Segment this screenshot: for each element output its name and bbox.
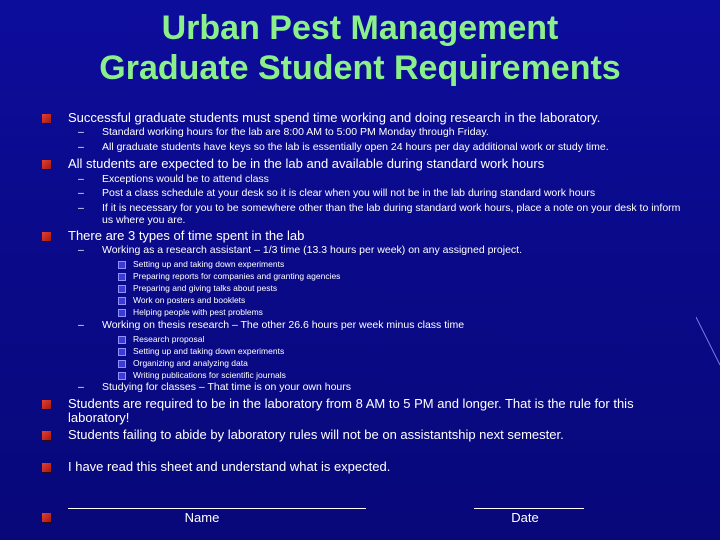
dash-icon: – (78, 126, 84, 138)
sub-sub-bullet-text: Helping people with pest problems (133, 307, 263, 317)
small-square-bullet-icon (118, 336, 126, 344)
small-square-bullet-icon (118, 309, 126, 317)
square-bullet-icon (42, 513, 51, 522)
bullet-text: There are 3 types of time spent in the lab (68, 228, 305, 243)
sub-bullet-text: Post a class schedule at your desk so it is clear when you will not be in the lab during standard work hours (102, 187, 596, 199)
slide-title (0, 8, 720, 88)
sub-sub-bullet-text: Research proposal (133, 334, 205, 344)
date-label: Date (511, 510, 539, 525)
sub-bullet-text: If it is necessary for you to be somewhere other than the lab during standard work hours, place a note on your desk to inform us where you are. (102, 202, 681, 226)
square-bullet-icon (42, 114, 51, 123)
square-bullet-icon (42, 400, 51, 409)
small-square-bullet-icon (118, 285, 126, 293)
sub-bullet-text: Working on thesis research – The other 26.6 hours per week minus class time (102, 319, 465, 331)
sub-bullet-text: Working as a research assistant – 1/3 time (13.3 hours per week) on any assigned project. (102, 244, 523, 256)
small-square-bullet-icon (118, 261, 126, 269)
sub-bullet-text: All graduate students have keys so the lab is essentially open 24 hours per day additional work or study time. (102, 141, 609, 153)
title-line-1: Urban Pest Management (161, 9, 559, 47)
sub-sub-bullet-text: Writing publications for scientific journals (133, 370, 286, 380)
bullet-text: All students are expected to be in the lab and available during standard work hours (68, 156, 545, 171)
sub-sub-bullet-text: Preparing reports for companies and granting agencies (133, 271, 341, 281)
square-bullet-icon (42, 232, 51, 241)
sub-bullet-text: Exceptions would be to attend class (102, 173, 269, 185)
square-bullet-icon (42, 160, 51, 169)
decorative-diagonal-line (696, 315, 720, 375)
title-line-2: Graduate Student Requirements (99, 49, 621, 87)
dash-icon: – (78, 141, 84, 153)
name-label: Name (184, 510, 220, 525)
dash-icon: – (78, 381, 84, 393)
sub-sub-bullet-text: Preparing and giving talks about pests (133, 283, 278, 293)
small-square-bullet-icon (118, 348, 126, 356)
dash-icon: – (78, 187, 84, 199)
name-signature-line (68, 508, 366, 509)
sub-sub-bullet-text: Setting up and taking down experiments (133, 346, 285, 356)
dash-icon: – (78, 244, 84, 256)
small-square-bullet-icon (118, 273, 126, 281)
sub-bullet-text: Studying for classes – That time is on your own hours (102, 381, 352, 393)
dash-icon: – (78, 173, 84, 185)
small-square-bullet-icon (118, 297, 126, 305)
bullet-text: Students are required to be in the laboratory from 8 AM to 5 PM and longer. That is the rule for this laboratory! (68, 396, 634, 425)
small-square-bullet-icon (118, 372, 126, 380)
square-bullet-icon (42, 431, 51, 440)
sub-sub-bullet-text: Organizing and analyzing data (133, 358, 248, 368)
dash-icon: – (78, 202, 84, 214)
square-bullet-icon (42, 463, 51, 472)
date-signature-line (474, 508, 584, 509)
sub-sub-bullet-text: Setting up and taking down experiments (133, 259, 285, 269)
bullet-text: Successful graduate students must spend time working and doing research in the laboratory. (68, 110, 601, 125)
sub-sub-bullet-text: Work on posters and booklets (133, 295, 246, 305)
bullet-text: I have read this sheet and understand what is expected. (68, 459, 391, 474)
sub-bullet-text: Standard working hours for the lab are 8:00 AM to 5:00 PM Monday through Friday. (102, 126, 489, 138)
dash-icon: – (78, 319, 84, 331)
small-square-bullet-icon (118, 360, 126, 368)
bullet-text: Students failing to abide by laboratory rules will not be on assistantship next semester. (68, 427, 564, 442)
